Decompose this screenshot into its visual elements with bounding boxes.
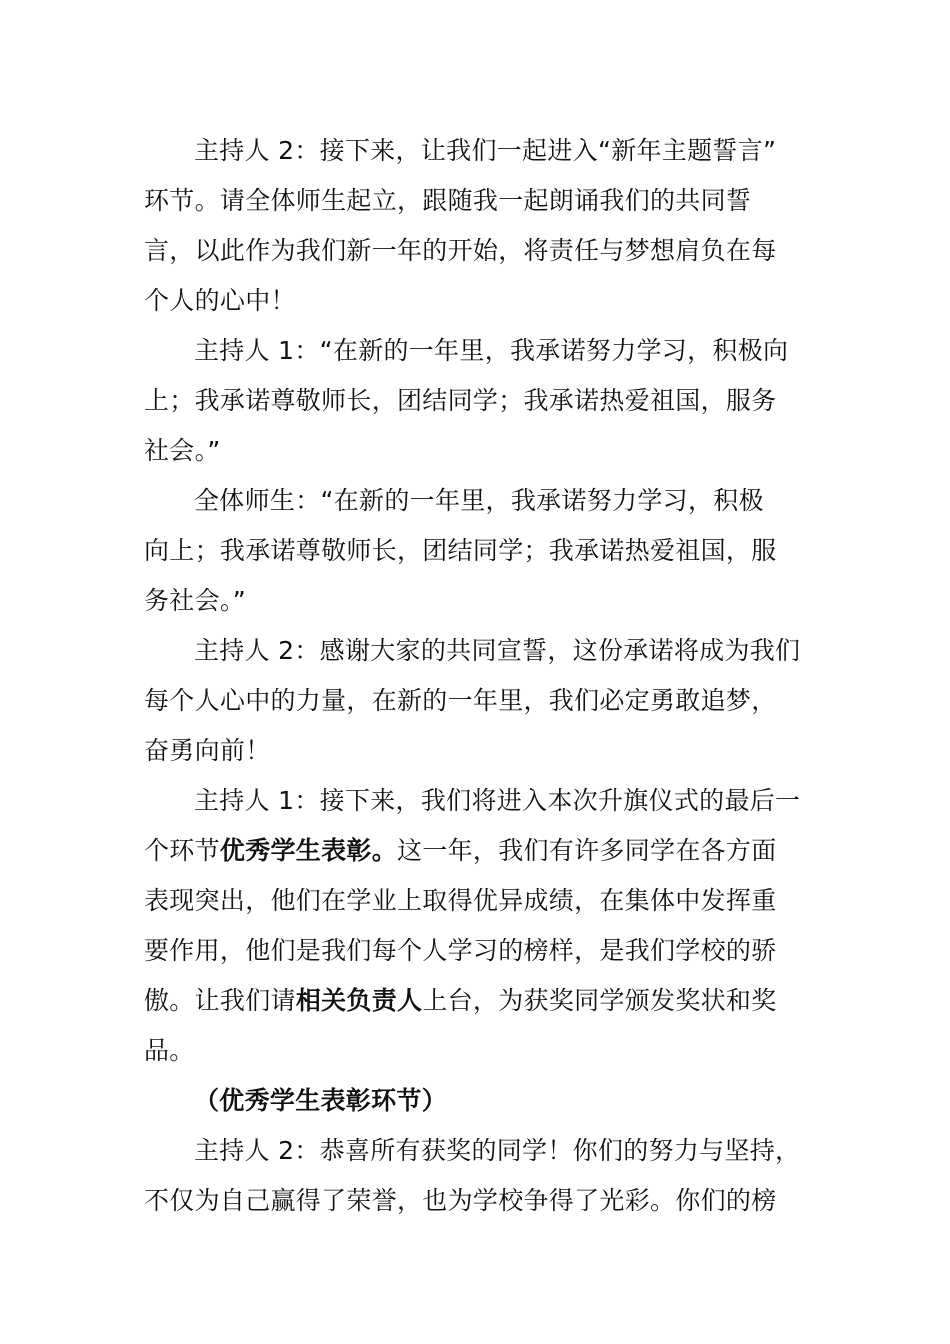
- text-line: 不仅为自己赢得了荣誉，也为学校争得了光彩。你们的榜: [144, 1186, 777, 1215]
- text-line: [144, 1076, 808, 1126]
- text-line: 全体师生：“在新的一年里，我承诺努力学习，积极: [194, 486, 764, 515]
- text-line: 言，以此作为我们新一年的开始，将责任与梦想肩负在每: [144, 236, 777, 265]
- text-run: 上台，为获奖同学颁发奖状和奖: [422, 986, 777, 1015]
- text-line: 主持人 1：接下来，我们将进入本次升旗仪式的最后一: [194, 786, 801, 815]
- text-line: 上；我承诺尊敬师长，团结同学；我承诺热爱祖国，服务: [144, 386, 777, 415]
- text-line: 社会。”: [144, 436, 221, 465]
- text-line: 每个人心中的力量，在新的一年里，我们必定勇敢追梦，: [144, 686, 777, 715]
- text-run: 个环节: [144, 836, 220, 865]
- paragraph-awards-segment-note: [144, 1076, 808, 1126]
- text-line: [144, 976, 808, 1026]
- text-line: 品。: [144, 1036, 195, 1065]
- text-line: 主持人 2：恭喜所有获奖的同学！你们的努力与坚持，: [194, 1136, 801, 1165]
- bold-text-run: 优秀学生表彰。: [219, 836, 398, 865]
- paragraph-host2-thanks: [144, 626, 808, 776]
- text-line: 主持人 2：感谢大家的共同宣誓，这份承诺将成为我们: [194, 636, 801, 665]
- text-line: 主持人 2：接下来，让我们一起进入“新年主题誓言”: [194, 136, 777, 165]
- text-line: 要作用，他们是我们每个人学习的榜样，是我们学校的骄: [144, 936, 777, 965]
- text-line: 向上；我承诺尊敬师长，团结同学；我承诺热爱祖国，服: [144, 536, 777, 565]
- text-line: [144, 826, 808, 876]
- text-line: 环节。请全体师生起立，跟随我一起朗诵我们的共同誓: [144, 186, 752, 215]
- paragraph-host1-awards: [144, 776, 808, 1076]
- paragraph-host2-congrats: [144, 1126, 808, 1226]
- text-run: 傲。让我们请: [144, 986, 296, 1015]
- text-line: 个人的心中！: [144, 286, 296, 315]
- text-line: 主持人 1：“在新的一年里，我承诺努力学习，积极向: [194, 336, 789, 365]
- paragraph-host2-oath-intro: [144, 126, 808, 326]
- text-line: 表现突出，他们在学业上取得优异成绩，在集体中发挥重: [144, 886, 777, 915]
- paragraph-host1-oath: [144, 326, 808, 476]
- text-line: 务社会。”: [144, 586, 246, 615]
- bold-text-run: 相关负责人: [295, 986, 423, 1015]
- text-line: 奋勇向前！: [144, 736, 271, 765]
- bold-text-run: （优秀学生表彰环节）: [194, 1086, 448, 1115]
- text-run: 这一年，我们有许多同学在各方面: [397, 836, 777, 865]
- paragraph-all-oath: [144, 476, 808, 626]
- document-body: [144, 126, 808, 1226]
